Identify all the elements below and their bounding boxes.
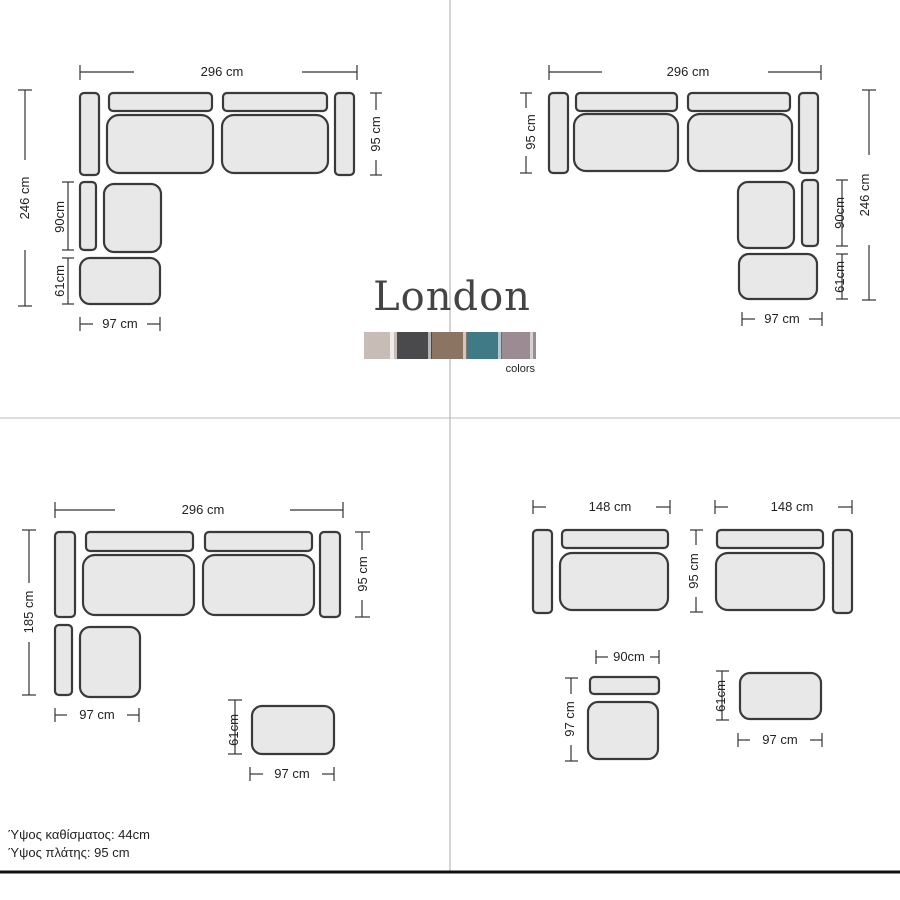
armrest xyxy=(80,182,96,250)
seat-cushion xyxy=(688,114,792,171)
panel-2-corner-sofa-right xyxy=(520,64,876,326)
ottoman-depth-label: 61cm xyxy=(226,714,241,746)
back-cushion xyxy=(576,93,677,111)
corner-width-label: 97 cm xyxy=(79,707,115,722)
back-cushion xyxy=(562,530,668,548)
ottoman xyxy=(740,673,821,719)
depth-label: 185 cm xyxy=(21,590,36,634)
depth-label: 246 cm xyxy=(17,176,32,220)
seat-cushion xyxy=(83,555,194,615)
armrest xyxy=(320,532,340,617)
back-depth-label: 95 cm xyxy=(523,114,538,150)
chair-back-cushion xyxy=(590,677,659,694)
armrest xyxy=(335,93,354,175)
armrest xyxy=(80,93,99,175)
back-cushion xyxy=(223,93,327,111)
armrest xyxy=(799,93,818,173)
seat-cushion xyxy=(222,115,328,173)
ottoman-depth-label: 61cm xyxy=(832,261,847,293)
back-cushion xyxy=(688,93,790,111)
armrest xyxy=(549,93,568,173)
back-cushion xyxy=(109,93,212,111)
seat-cushion xyxy=(716,553,824,610)
seat-cushion xyxy=(560,553,668,610)
colors-label: colors xyxy=(505,363,535,375)
seat-cushion xyxy=(203,555,314,615)
width-label: 296 cm xyxy=(666,64,710,79)
armrest xyxy=(833,530,852,613)
ottoman-depth-label: 61cm xyxy=(52,265,67,297)
panel-1-corner-sofa-left xyxy=(17,64,383,331)
swatch xyxy=(397,332,432,359)
panel-3-corner-sofa-short xyxy=(21,502,370,781)
ottoman xyxy=(252,706,334,754)
brand-logo: London xyxy=(373,274,531,320)
chair-seat xyxy=(588,702,658,759)
back-depth-label: 95 cm xyxy=(368,116,383,152)
width-label: 296 cm xyxy=(181,502,225,517)
back-cushion xyxy=(86,532,193,551)
chair-width-label: 90cm xyxy=(613,649,645,664)
width-label: 296 cm xyxy=(200,64,244,79)
ottoman-width-label: 97 cm xyxy=(764,311,800,326)
seat-cushion xyxy=(107,115,213,173)
ottoman xyxy=(739,254,817,299)
ottoman-width-label: 97 cm xyxy=(762,732,798,747)
seat-height-note: Ύψος καθίσματος: 44cm xyxy=(8,827,150,842)
back-height-note: Ύψος πλάτης: 95 cm xyxy=(8,845,130,860)
back-depth-label: 95 cm xyxy=(686,553,701,589)
chaise-label: 90cm xyxy=(832,197,847,229)
armrest xyxy=(55,625,72,695)
seat-cushion xyxy=(574,114,678,171)
height-notes xyxy=(8,826,150,862)
armrest xyxy=(55,532,75,617)
back-cushion xyxy=(717,530,823,548)
ottoman-width-label: 97 cm xyxy=(274,766,310,781)
width-b-label: 148 cm xyxy=(770,499,814,514)
corner-seat xyxy=(80,627,140,697)
corner-seat xyxy=(104,184,161,252)
width-a-label: 148 cm xyxy=(588,499,632,514)
back-depth-label: 95 cm xyxy=(355,556,370,592)
ottoman-depth-label: 61cm xyxy=(713,680,728,712)
depth-label: 246 cm xyxy=(857,173,872,217)
chaise-label: 90cm xyxy=(52,201,67,233)
back-cushion xyxy=(205,532,312,551)
swatch xyxy=(467,332,502,359)
ottoman xyxy=(80,258,160,304)
armrest xyxy=(802,180,818,246)
panel-4-sofa-set xyxy=(533,499,852,761)
color-swatches xyxy=(364,332,536,359)
swatch xyxy=(432,332,467,359)
armrest xyxy=(533,530,552,613)
chair-depth-label: 97 cm xyxy=(562,701,577,737)
ottoman-width-label: 97 cm xyxy=(102,316,138,331)
corner-seat xyxy=(738,182,794,248)
